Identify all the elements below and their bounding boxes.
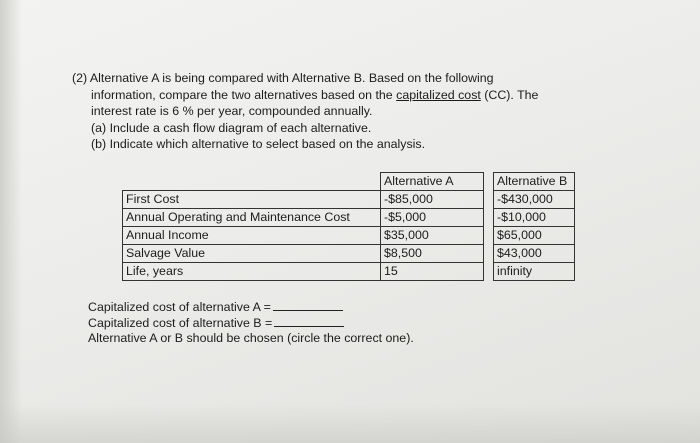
answer-cc-a [88, 300, 414, 316]
answer-section [88, 300, 414, 347]
cc-b-blank[interactable] [274, 316, 344, 327]
value-a: -$5,000 [381, 209, 484, 227]
header-alternative-a: Alternative A [381, 173, 484, 191]
value-a: $35,000 [381, 227, 484, 245]
page-shadow-bottom [0, 403, 700, 443]
table-header-row [123, 173, 484, 191]
question-line-2-post: (CC). The [480, 87, 539, 102]
value-b: infinity [494, 263, 575, 281]
part-b: (b) Indicate which alternative to select based on the analysis. [91, 137, 426, 151]
answer-choice: Alternative A or B should be chosen (circle the correct one). [88, 331, 414, 345]
row-label: Life, years [123, 263, 381, 281]
answer-cc-b [88, 316, 414, 332]
value-b: -$10,000 [494, 209, 575, 227]
question-line-1: (2) Alternative A is being compared with Alternative B. Based on the following [72, 71, 494, 85]
table-row [494, 245, 575, 263]
value-a: $8,500 [381, 245, 484, 263]
table-row [123, 245, 484, 263]
table-row [494, 209, 575, 227]
page-shadow-left [0, 0, 22, 443]
question-text [72, 70, 612, 153]
table-row [123, 191, 484, 209]
question-line-3: interest rate is 6 % per year, compounded annually. [91, 104, 373, 118]
row-label: Annual Income [123, 227, 381, 245]
part-a: (a) Include a cash flow diagram of each alternative. [91, 120, 372, 135]
cc-a-label: Capitalized cost of alternative A = [88, 300, 271, 314]
capitalized-cost-term: capitalized cost [396, 87, 481, 102]
row-label: Salvage Value [123, 245, 381, 263]
table-row [494, 227, 575, 245]
table-row [494, 263, 575, 281]
alternative-b-table [493, 172, 575, 281]
table-row [123, 227, 484, 245]
value-a: 15 [381, 263, 484, 281]
question-line-2-pre: information, compare the two alternatives based on the [91, 87, 397, 102]
table-row [494, 191, 575, 209]
row-label: Annual Operating and Maintenance Cost [123, 209, 381, 227]
alternative-a-table [122, 172, 484, 281]
table-header-row [494, 173, 575, 191]
value-a: -$85,000 [381, 191, 484, 209]
table-row [123, 209, 484, 227]
value-b: -$430,000 [494, 191, 575, 209]
header-alternative-b: Alternative B [494, 173, 575, 191]
value-b: $65,000 [494, 227, 575, 245]
value-b: $43,000 [494, 245, 575, 263]
cc-a-blank[interactable] [273, 300, 343, 311]
question-line-2 [72, 87, 612, 104]
cc-b-label: Capitalized cost of alternative B = [88, 315, 273, 330]
row-label: First Cost [123, 191, 381, 209]
table-row [123, 263, 484, 281]
